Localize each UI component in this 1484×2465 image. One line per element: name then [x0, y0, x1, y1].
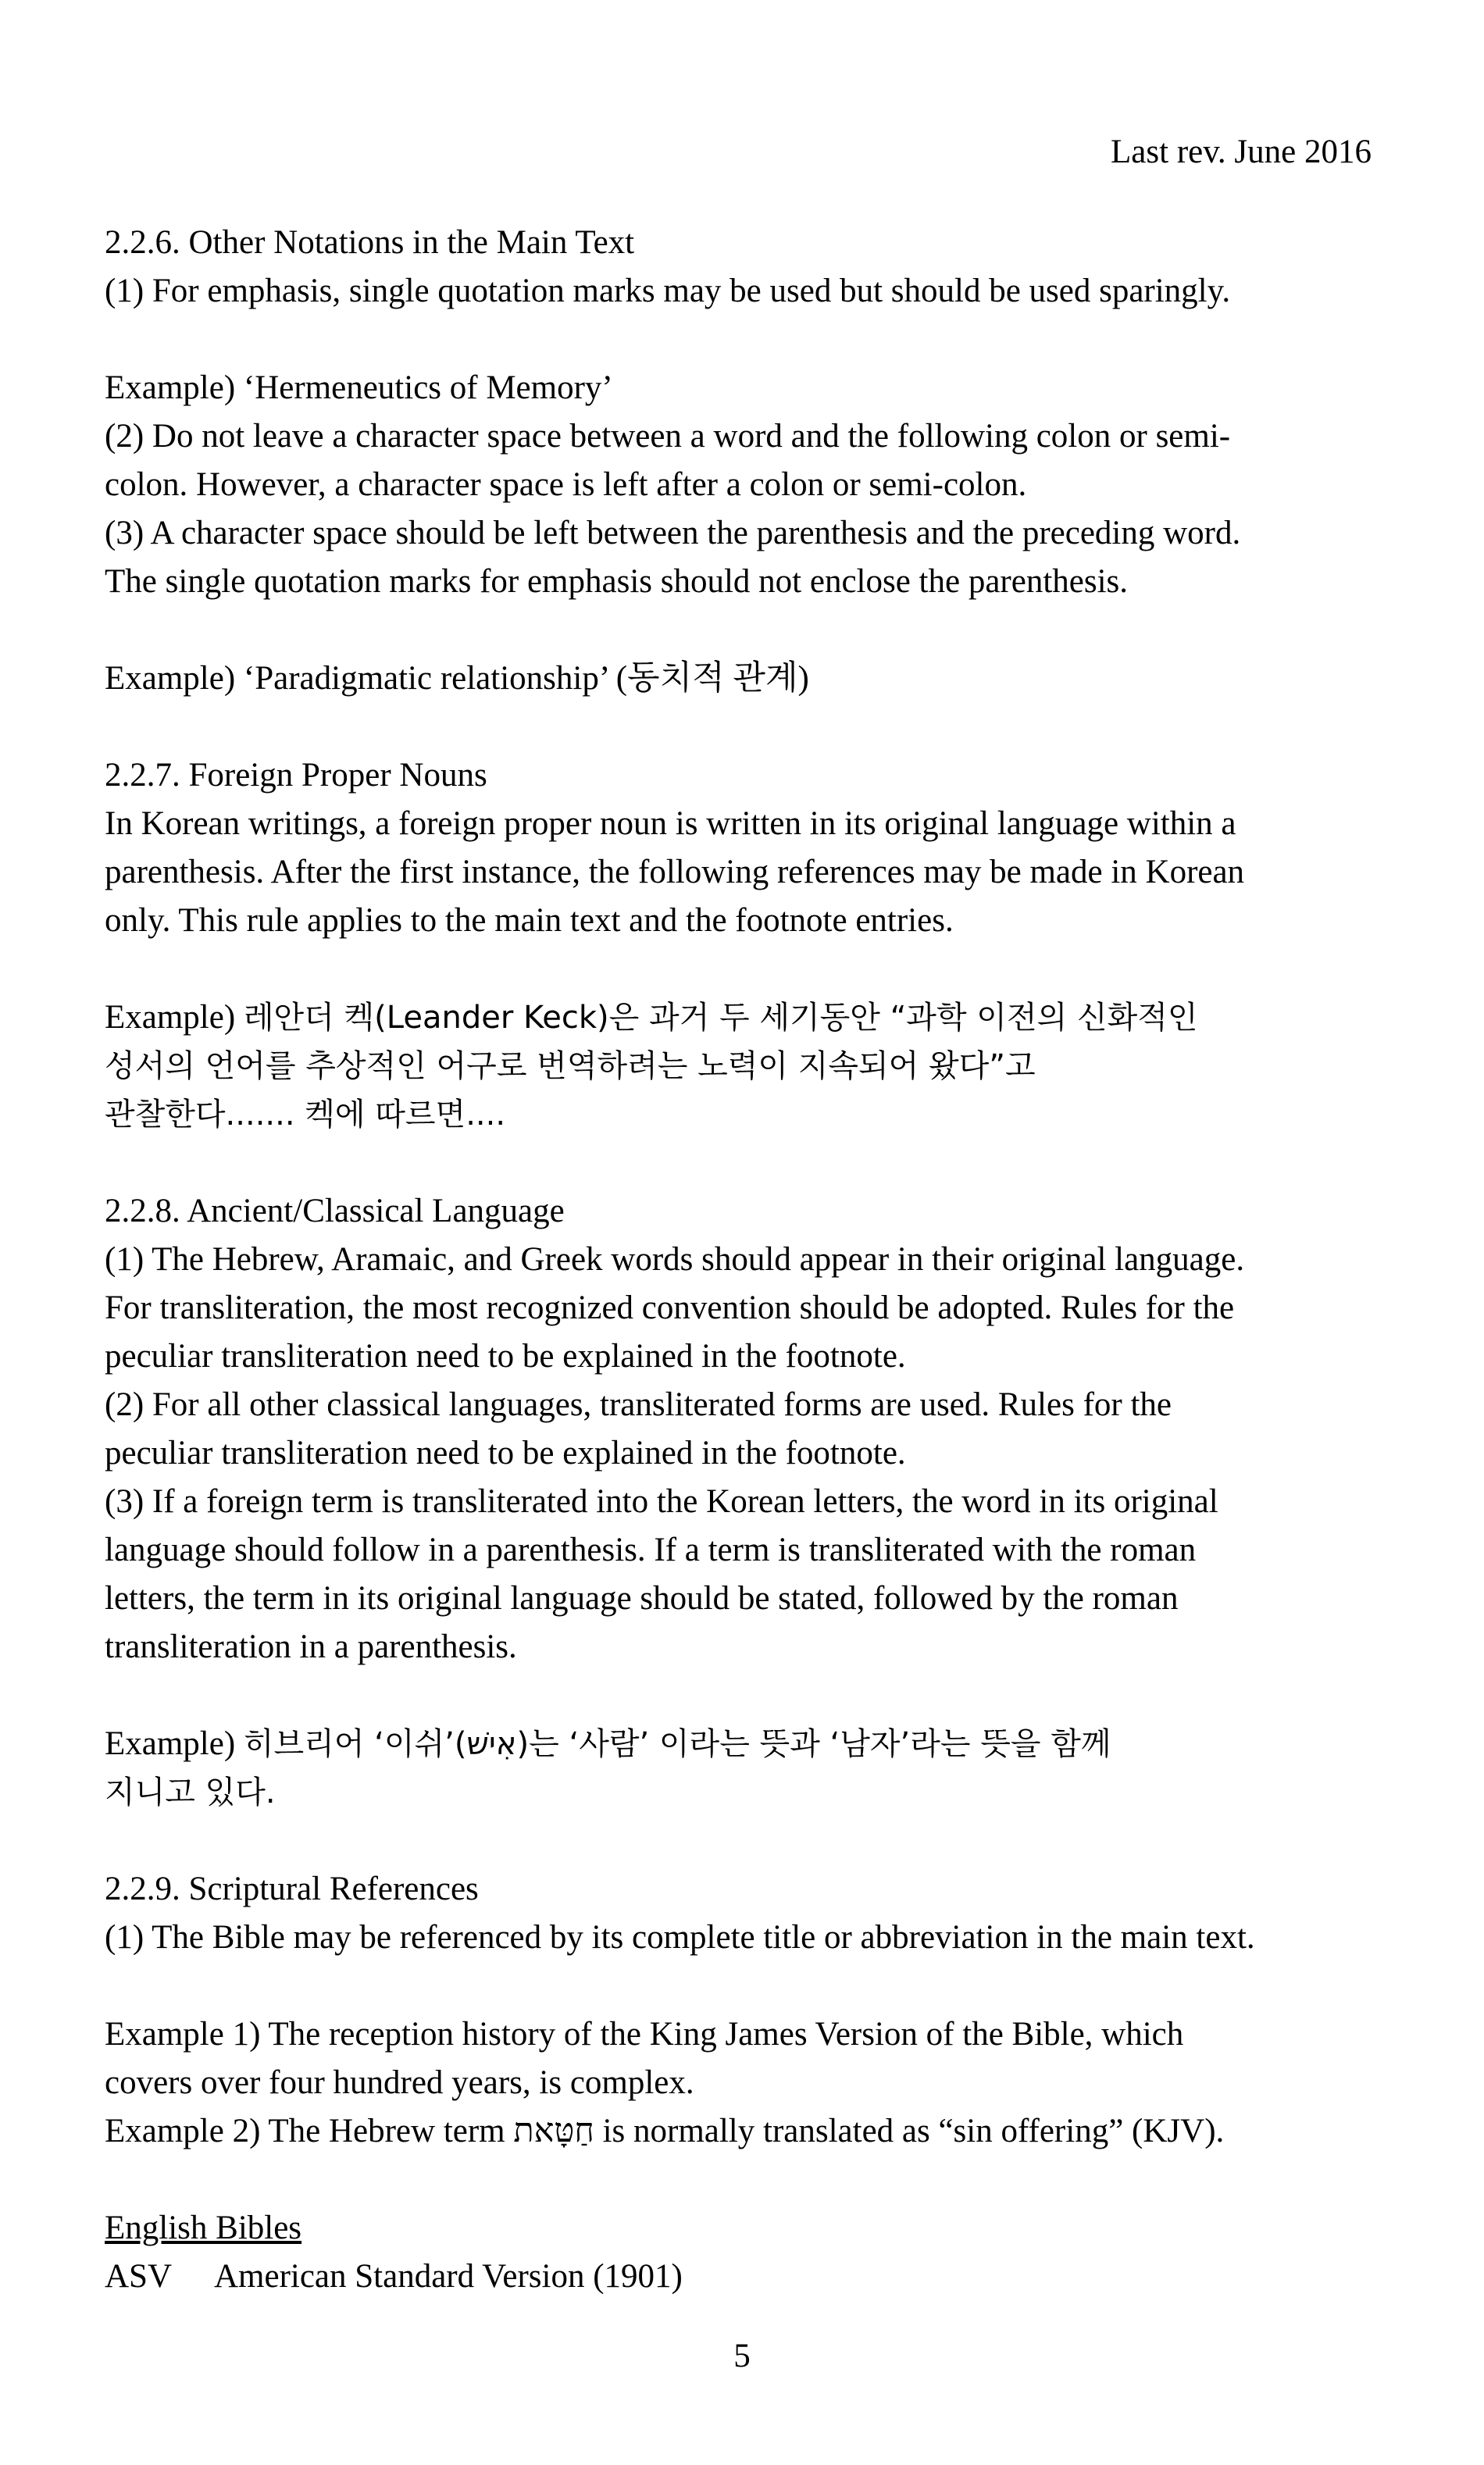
spacer	[105, 1671, 1386, 1720]
paragraph-line: transliteration in a parenthesis.	[105, 1628, 517, 1665]
example-line	[105, 993, 1386, 1042]
example-line: Example) ‘Paradigmatic relationship’ (동치적 관계)	[105, 660, 809, 697]
paragraph-line: (1) The Bible may be referenced by its complete title or abbreviation in the main text.	[105, 1919, 1255, 1956]
example-suffix: is normally translated as “sin offering” (KJV).	[594, 2113, 1225, 2149]
korean-example-text: 성서의 언어를 추상적인 어구로 번역하려는 노력이 지속되어 왔다”고	[105, 1048, 1036, 1084]
paragraph-line: (3) If a foreign term is transliterated into the Korean letters, the word in its original	[105, 1483, 1218, 1520]
spacer	[105, 1962, 1386, 2010]
paragraph-line: (1) The Hebrew, Aramaic, and Greek words should appear in their original language.	[105, 1241, 1245, 1278]
section-heading-2-2-7: 2.2.7. Foreign Proper Nouns	[105, 757, 487, 794]
paragraph-line: parenthesis. After the first instance, the following references may be made in Korean	[105, 854, 1245, 890]
section-heading-2-2-9: 2.2.9. Scriptural References	[105, 1871, 479, 1907]
paragraph-line: peculiar transliteration need to be explained in the footnote.	[105, 1338, 906, 1375]
korean-example-text: 히브리어 ‘이쉬’(אִישׁ)는 ‘사람’ 이라는 뜻과 ‘남자’라는 뜻을 함께	[243, 1726, 1111, 1762]
revision-date: Last rev. June 2016	[1111, 134, 1372, 170]
korean-example-text: 레안더 켁(Leander Keck)은 과거 두 세기동안 “과학 이전의 신화적인	[243, 1000, 1198, 1036]
paragraph-line: letters, the term in its original language should be stated, followed by the roman	[105, 1580, 1179, 1617]
hebrew-term: חַטָּאת	[513, 2113, 594, 2149]
paragraph-line: In Korean writings, a foreign proper noun is written in its original language within a	[105, 805, 1236, 842]
spacer	[105, 1139, 1386, 1187]
abbreviation: ASV	[105, 2258, 173, 2295]
example-line	[105, 2107, 1386, 2156]
korean-example-text: 지니고 있다.	[105, 1775, 276, 1810]
main-text	[105, 219, 1386, 2301]
paragraph-line: The single quotation marks for emphasis should not enclose the parenthesis.	[105, 563, 1129, 600]
example-line: Example 1) The reception history of the King James Version of the Bible, which	[105, 2016, 1184, 2053]
example-line	[105, 1720, 1386, 1768]
spacer	[105, 606, 1386, 655]
spacer	[105, 703, 1386, 751]
spacer	[105, 316, 1386, 364]
paragraph-line: only. This rule applies to the main text and the footnote entries.	[105, 902, 954, 939]
english-bibles-heading: English Bibles	[105, 2210, 302, 2246]
page-number: 5	[733, 2338, 751, 2374]
example-prefix: Example)	[105, 999, 244, 1036]
paragraph-line: colon. However, a character space is left after a colon or semi-colon.	[105, 466, 1027, 503]
example-prefix: Example)	[105, 1725, 244, 1762]
section-heading-2-2-8: 2.2.8. Ancient/Classical Language	[105, 1193, 565, 1229]
paragraph-line: For transliteration, the most recognized convention should be adopted. Rules for the	[105, 1290, 1235, 1326]
paragraph-line: (1) For emphasis, single quotation marks may be used but should be used sparingly.	[105, 273, 1231, 309]
korean-example-text: 관찰한다....... 켁에 따르면....	[105, 1097, 506, 1133]
example-line: covers over four hundred years, is complex.	[105, 2064, 694, 2101]
example-prefix: Example 2) The Hebrew term	[105, 2113, 514, 2149]
paragraph-line: (3) A character space should be left between the parenthesis and the preceding word.	[105, 515, 1241, 551]
paragraph-line: peculiar transliteration need to be explained in the footnote.	[105, 1435, 906, 1472]
paragraph-line: (2) Do not leave a character space between a word and the following colon or semi-	[105, 418, 1231, 455]
spacer	[105, 1817, 1386, 1865]
spacer	[105, 2156, 1386, 2204]
example-line: Example) ‘Hermeneutics of Memory’	[105, 369, 613, 406]
bible-abbreviation-row	[105, 2253, 1386, 2301]
paragraph-line: (2) For all other classical languages, transliterated forms are used. Rules for the	[105, 1386, 1172, 1423]
spacer	[105, 945, 1386, 993]
bible-version-name: American Standard Version (1901)	[214, 2258, 683, 2295]
section-heading-2-2-6: 2.2.6. Other Notations in the Main Text	[105, 224, 635, 261]
paragraph-line: language should follow in a parenthesis. If a term is transliterated with the roman	[105, 1532, 1197, 1568]
